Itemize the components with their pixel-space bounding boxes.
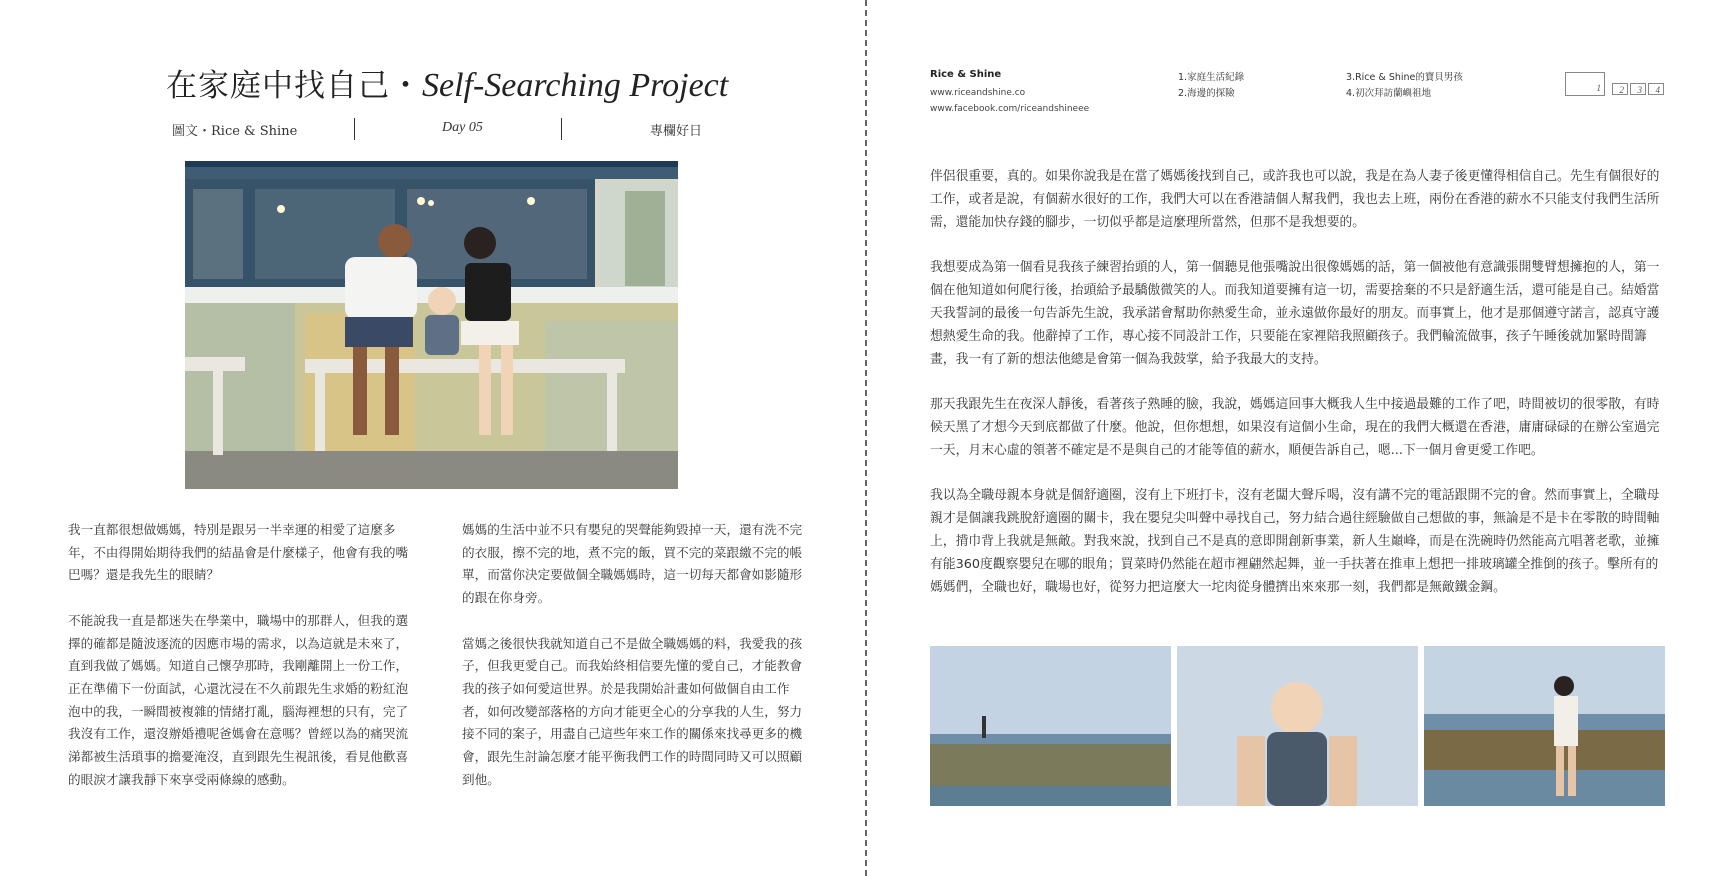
article-column-right: [462, 519, 807, 814]
paragraph: 我想要成為第一個看見我孩子練習抬頭的人，第一個聽見他張嘴說出很像媽媽的話，第一個被他有意識張開雙臂想擁抱的人，第一個在他知道如何爬行後，抬頭給予最驕傲微笑的人。而我知道要擁有這一切，需要捨棄的不只是舒適生活，還可能是自己。結婚當天我誓詞的最後一句告訴先生說，我承諾會幫助你熱愛生命，並永遠做你最好的朋友。而事實上，他才是那個遵守諾言，認真守護想熱愛生命的我。他辭掉了工作，專心接不同設計工作，只要能在家裡陪我照顧孩子。我們輪流做事，孩子午睡後就加緊時間籌畫，我一有了新的想法他總是會第一個為我鼓掌，給予我最大的支持。: [930, 260, 1660, 367]
toc-column: [1346, 70, 1463, 102]
author-credit: 圖文・Rice & Shine: [172, 124, 298, 139]
toc-item: 1.家庭生活紀錄: [1178, 72, 1245, 83]
family-photo: [185, 161, 678, 489]
meta-separator: [354, 118, 355, 140]
paragraph: 當媽之後很快我就知道自己不是做全職媽媽的料，我愛我的孩子，但我更愛自己。而我始終相信要先懂的愛自己，才能教會我的孩子如何愛這世界。於是我開始計畫如何做個自由工作者，如何改變部落格的方向才能更全心的分享我的人生，努力接不同的案子，用盡自己這些年來工作的關係來找尋更多的機會，跟先生討論怎麼才能平衡我們工作的時間同時又可以照顧到他。: [462, 635, 803, 787]
seaside-photo-2: [1177, 646, 1418, 806]
toc-item: 4.初次拜訪蘭嶼祖地: [1346, 88, 1432, 99]
paragraph: 我一直都很想做媽媽，特別是跟另一半幸運的相愛了這麼多年，不由得開始期待我們的結晶會是什麼樣子，他會有我的嘴巴嗎？還是我先生的眼睛？: [68, 522, 409, 583]
title-zh: 在家庭中找自己・: [166, 68, 422, 104]
toc-item: 3.Rice & Shine的寶貝男孩: [1346, 72, 1463, 83]
article-column-left: [68, 519, 413, 814]
meta-separator: [561, 118, 562, 140]
seaside-photo-1: [930, 646, 1171, 806]
page-number: 3: [1630, 83, 1646, 95]
paragraph: 那天我跟先生在夜深人靜後，看著孩子熟睡的臉，我說，媽媽這回事大概我人生中接過最難的工作了吧，時間被切的很零散，有時候天黑了才想今天到底都做了什麼。他說，但你想想，如果沒有這個小生命，現在的我們大概還在香港，庸庸碌碌的在辦公室過完一天，月末心虛的領著不確定是不是與自己的才能等值的薪水，順便告訴自己，嗯...下一個月會更愛工作吧。: [930, 397, 1660, 458]
page-title: [166, 60, 729, 105]
paragraph: 伴侶很重要，真的。如果你說我是在當了媽媽後找到自己，或許我也可以說，我是在為人妻子後更懂得相信自己。先生有個很好的工作，或者是說，有個薪水很好的工作，我們大可以在香港請個人幫我們，我也去上班，兩份在香港的薪水不只能支付我們生活所需，還能加快存錢的腳步，一切似乎都是這麼理所當然，但那不是我想要的。: [930, 169, 1660, 230]
page-number-current: 1: [1565, 72, 1605, 96]
paragraph: 我以為全職母親本身就是個舒適圈，沒有上下班打卡，沒有老闆大聲斥喝，沒有講不完的電話跟開不完的會。然而事實上，全職母親才是個讓我跳脫舒適圈的關卡，我在嬰兒尖叫聲中尋找自己，努力結合過往經驗做自己想做的事，無論是不是卡在零散的時間軸上，揹巾背上我就是無敵。對我來說，找到自己不是真的意即開創新事業，新人生巔峰，而是在洗碗時仍然能高亢唱著老歌，並擁有能360度觀察嬰兒在哪的眼角；買菜時仍然能在超市裡翩然起舞，並一手扶著在推車上想把一排玻璃罐全推倒的孩子。擊所有的媽媽們，全職也好，職場也好，從努力把這麼大一坨肉從身體擠出來來那一刻，我們都是無敵鐵金鋼。: [930, 488, 1660, 595]
article-body: [930, 165, 1670, 621]
paragraph: 媽媽的生活中並不只有嬰兒的哭聲能夠毀掉一天，還有洗不完的衣服，擦不完的地，煮不完的飯，買不完的菜跟繳不完的帳單，而當你決定要做個全職媽媽時，這一切每天都會如影隨形的跟在你身旁。: [462, 522, 803, 606]
paragraph: 不能說我一直是都迷失在學業中，職場中的那群人，但我的選擇的確都是隨波逐流的因應市場的需求，以為這就是未來了，直到我做了媽媽。知道自己懷孕那時，我剛離開上一份工作，正在準備下一份面試，心還沈浸在不久前跟先生求婚的粉紅泡泡中的我，一瞬間被複雜的情緒打亂，腦海裡想的只有，完了我沒有工作，還沒辦婚禮呢爸媽會在意嗎？曾經以為的痛哭流涕都被生活瑣事的擔憂淹沒，直到跟先生視訊後，看見他歡喜的眼淚才讓我靜下來享受兩條線的感動。: [68, 612, 409, 787]
brand-name: Rice & Shine: [930, 69, 1002, 80]
toc-item: 2.海邊的探險: [1178, 88, 1235, 99]
day-label: Day 05: [442, 120, 483, 135]
page-fold-divider: [865, 0, 867, 876]
website-url: www.riceandshine.co: [930, 88, 1026, 98]
page-number: 4: [1648, 83, 1664, 95]
seaside-photo-3: [1424, 646, 1665, 806]
facebook-url: www.facebook.com/riceandshineee: [930, 104, 1090, 114]
title-en: Self-Searching Project: [422, 67, 729, 104]
toc-column: [1178, 70, 1244, 102]
page-number: 2: [1612, 83, 1628, 95]
column-name: 專欄好日: [650, 124, 703, 139]
